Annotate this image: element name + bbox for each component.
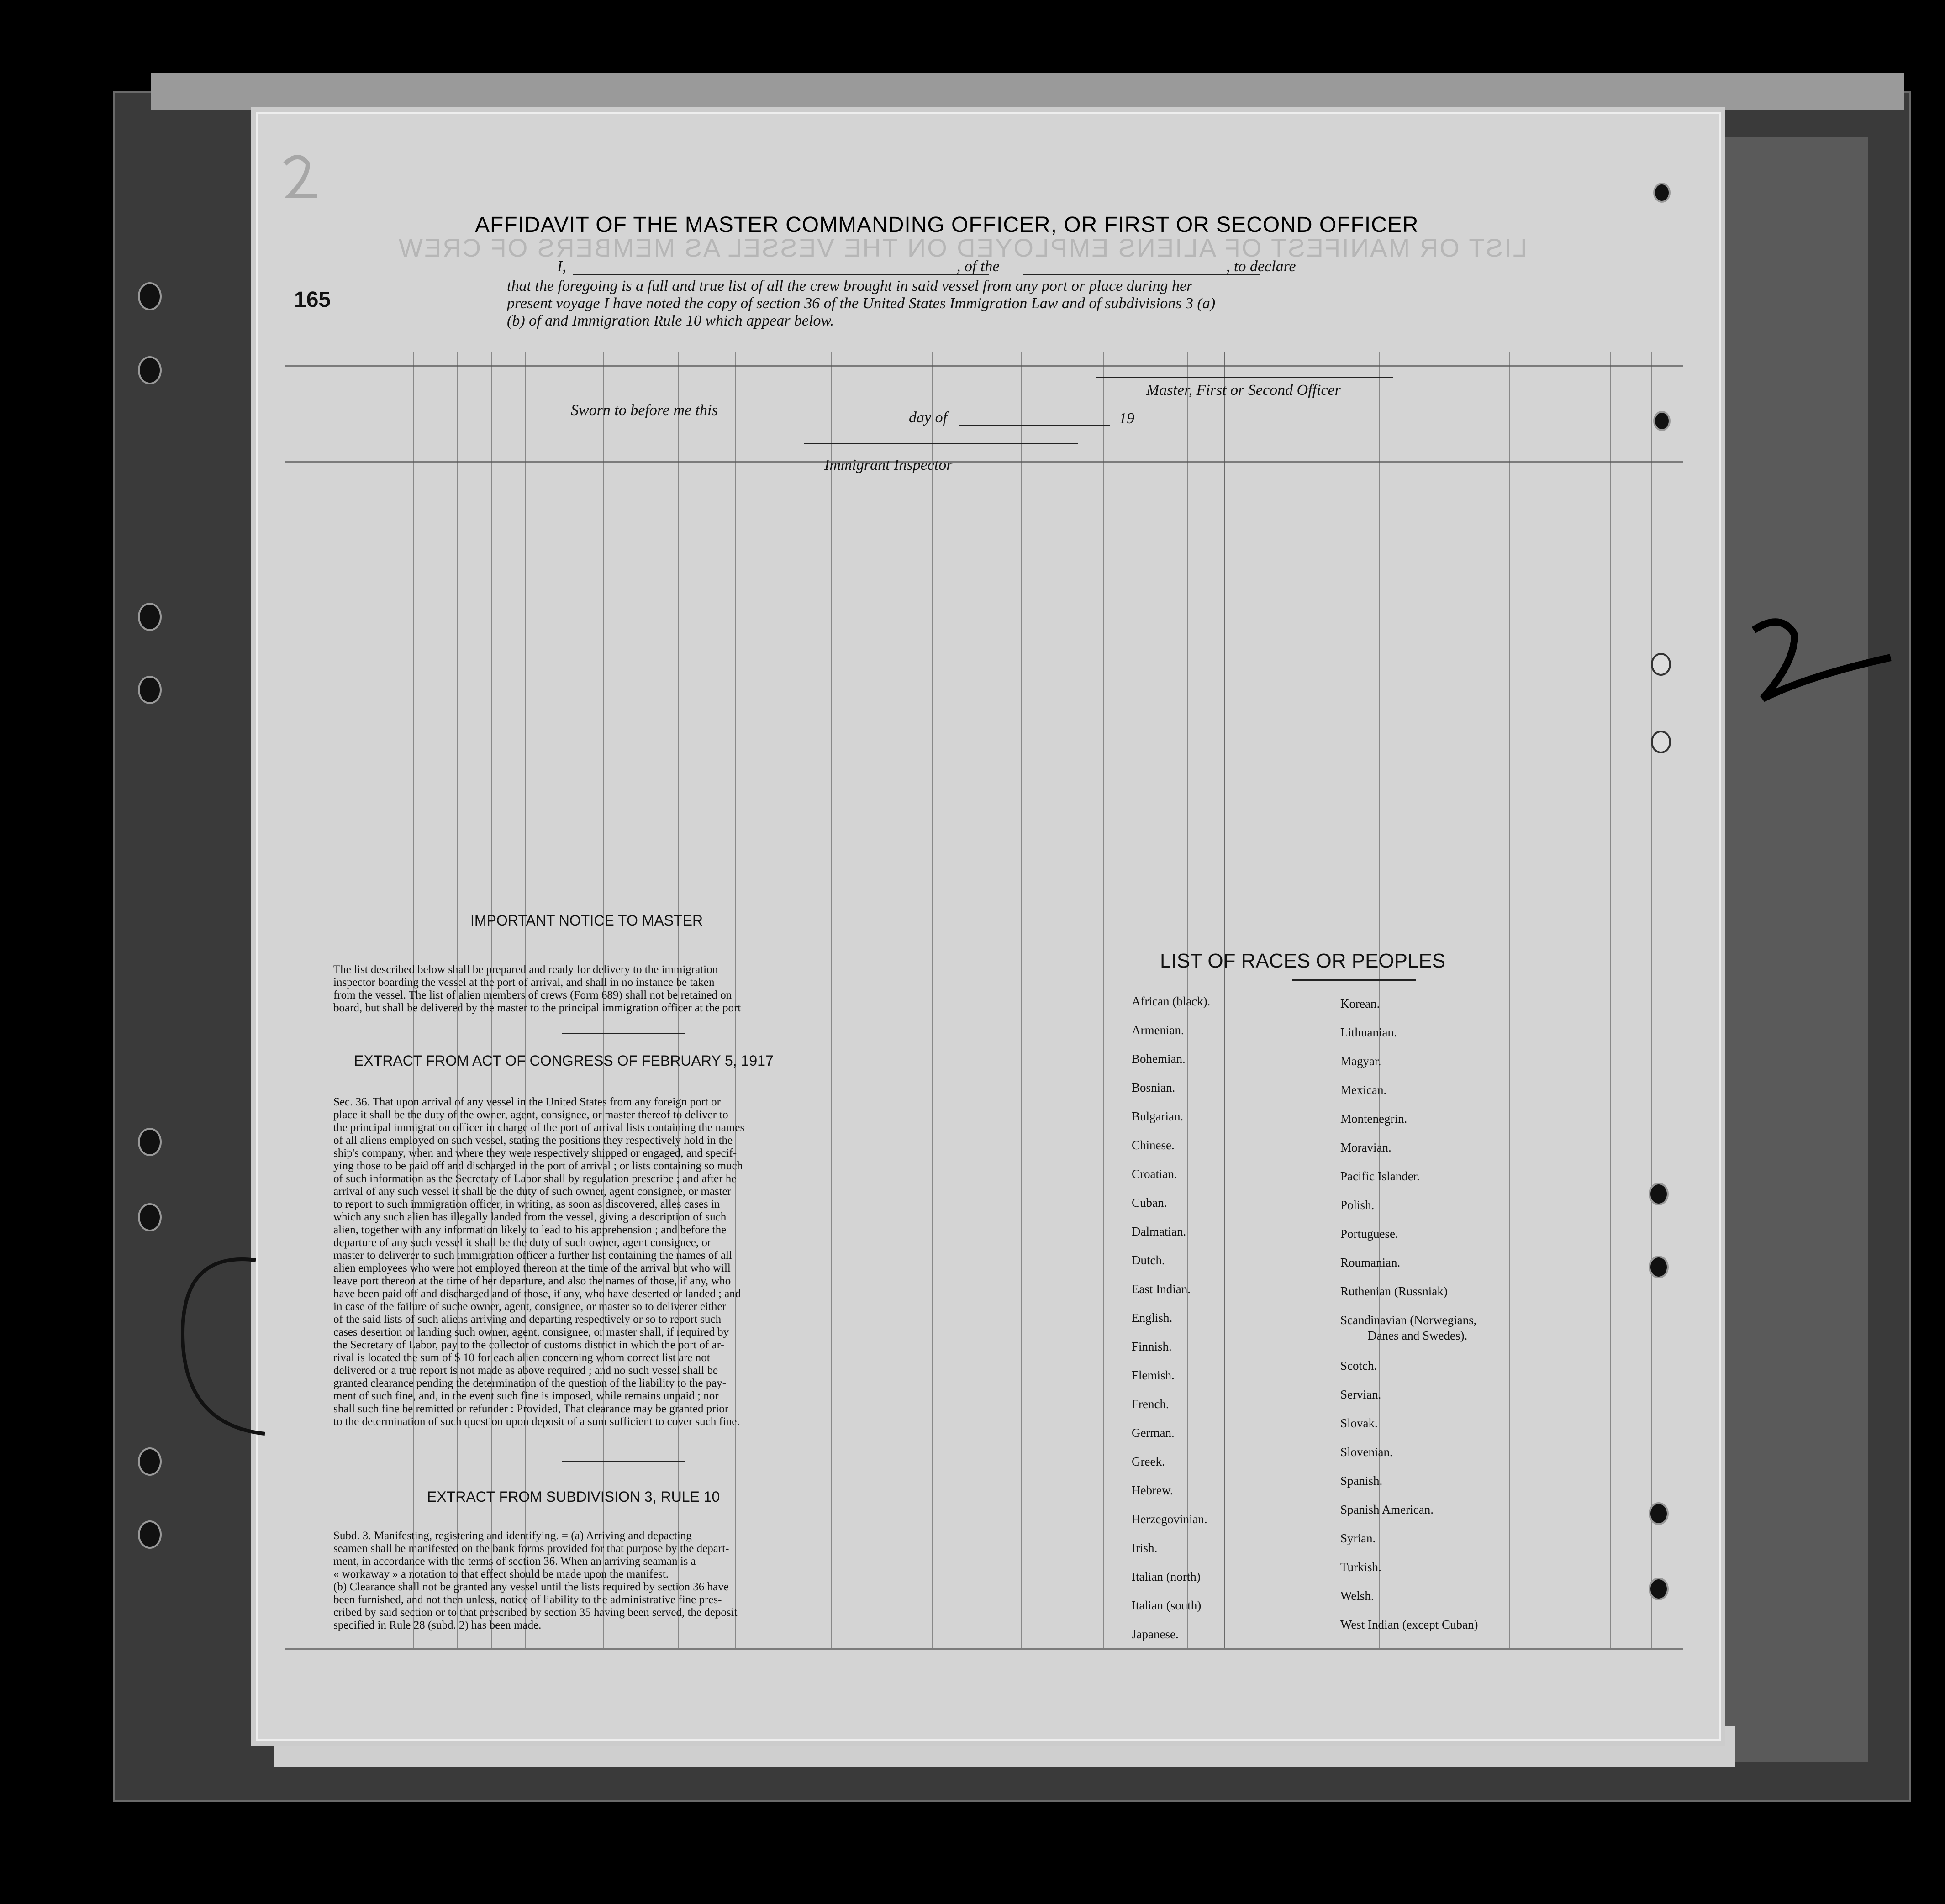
act-line: ment of such fine, and, in the event such fine is imposed, while remains unpaid ; nor [333, 1390, 719, 1402]
declaration-line-1a: I, [557, 258, 566, 275]
binder-hole [138, 356, 162, 384]
punch-hole [1649, 1256, 1669, 1278]
act-line: the Secretary of Labor, pay to the collector of customs district in which the port of ar- [333, 1339, 724, 1351]
rule-line: specified in Rule 28 (subd. 2) has been made. [333, 1619, 542, 1631]
punch-hole [1653, 411, 1671, 431]
inspector-label: Immigrant Inspector [824, 457, 953, 473]
act-line: leave port thereon at the time of her departure, and also the names of those, if any, who [333, 1275, 731, 1287]
race-item: Slovenian. [1340, 1445, 1393, 1459]
race-item: West Indian (except Cuban) [1340, 1618, 1478, 1631]
race-item: Armenian. [1132, 1023, 1184, 1037]
race-item: Montenegrin. [1340, 1112, 1407, 1126]
act-line: arrival of any such vessel it shall be the duty of such owner, agent consignee, or master [333, 1185, 731, 1198]
day-of-text: day of [909, 409, 948, 426]
rule-line: ment, in accordance with the terms of section 36. When an arriving seaman is a [333, 1555, 696, 1567]
race-item: Scotch. [1340, 1359, 1377, 1373]
act-line: of all aliens employed on such vessel, stating the positions they respectively hold in the [333, 1134, 733, 1147]
race-item: Korean. [1340, 997, 1380, 1010]
punch-hole [1649, 1578, 1669, 1600]
master-signature-line [1096, 377, 1393, 378]
race-item: Dutch. [1132, 1253, 1165, 1267]
race-item: Chinese. [1132, 1138, 1175, 1152]
important-notice-heading: IMPORTANT NOTICE TO MASTER [470, 912, 703, 929]
master-signature-label: Master, First or Second Officer [1146, 382, 1341, 399]
declaration-line-4: (b) of and Immigration Rule 10 which appear below. [507, 312, 834, 329]
race-item: Bohemian. [1132, 1052, 1186, 1066]
act-line: delivered or a true report is not made as above required ; and no such vessel shall be [333, 1364, 718, 1377]
act-line: master to deliverer to such immigration officer a further list containing the names of all [333, 1249, 732, 1262]
race-item: Japanese. [1132, 1627, 1179, 1641]
notice-line: inspector boarding the vessel at the port of arrival, and shall in no instance be taken [333, 976, 715, 989]
vessel-name-blank [1023, 274, 1260, 275]
race-item: Portuguese. [1340, 1227, 1398, 1241]
race-item: Ruthenian (Russniak) [1340, 1284, 1448, 1298]
notice-paragraph [333, 963, 879, 1015]
race-item: Irish. [1132, 1541, 1158, 1555]
act-line: of such information as the Secretary of Labor shall by regulation prescribe ; and after he [333, 1173, 737, 1185]
ghost-reverse-heading: LIST OR MANIFEST OF ALIENS EMPLOYED ON THE VESSEL AS MEMBERS OF CREW [397, 233, 1527, 262]
race-item: Flemish. [1132, 1368, 1175, 1382]
race-item: French. [1132, 1397, 1169, 1411]
inspector-signature-line [804, 443, 1078, 444]
rule-extract-heading: EXTRACT FROM SUBDIVISION 3, RULE 10 [427, 1488, 720, 1505]
binder-hole [138, 676, 162, 704]
race-item: Polish. [1340, 1198, 1375, 1212]
act-line: place it shall be the duty of the owner, agent, consignee, or master thereof to deliver to [333, 1109, 728, 1121]
race-item: Syrian. [1340, 1531, 1376, 1545]
race-item: Roumanian. [1340, 1256, 1401, 1269]
handwritten-two-mark-right [1735, 612, 1909, 712]
punch-hole [1651, 731, 1671, 753]
act-line: the principal immigration officer in charge of the port of arrival lists containing the names [333, 1121, 745, 1134]
race-item: Croatian. [1132, 1167, 1177, 1181]
act-line: ship's company, when and where they were respectively shipped or engaged, and specif- [333, 1147, 737, 1159]
race-item: Bulgarian. [1132, 1110, 1184, 1123]
rule-line: seamen shall be manifested on the bank forms provided for that purpose by the depart- [333, 1542, 729, 1555]
race-item: Cuban. [1132, 1196, 1167, 1210]
race-item: Moravian. [1340, 1141, 1392, 1154]
race-item: East Indian. [1132, 1282, 1191, 1296]
race-item: Scandinavian (Norwegians, [1340, 1313, 1477, 1327]
declarant-name-blank [573, 274, 989, 275]
notice-line: from the vessel. The list of alien members of crews (Form 689) shall not be retained on [333, 989, 732, 1001]
race-item: Mexican. [1340, 1083, 1387, 1097]
declaration-line-2: that the foregoing is a full and true list of all the crew brought in said vessel from any port or place during her [507, 278, 1193, 295]
pencil-loop-left [164, 1233, 283, 1461]
race-item: Servian. [1340, 1388, 1381, 1401]
race-item: Lithuanian. [1340, 1026, 1397, 1039]
declaration-line-1b: , of the [957, 258, 1000, 275]
binder-hole [138, 603, 162, 631]
race-item: Greek. [1132, 1455, 1165, 1468]
sworn-date-line [959, 425, 1110, 426]
rule-line: (b) Clearance shall not be granted any vessel until the lists required by section 36 have [333, 1581, 729, 1593]
divider [562, 1033, 685, 1034]
act-extract-paragraph [333, 1096, 879, 1428]
race-item: Spanish. [1340, 1474, 1383, 1488]
act-line: cases desertion or landing such owner, agent, consignee, or master shall, if required by [333, 1326, 729, 1338]
act-line: rival is located the sum of $ 10 for each alien concerning whom correct list are not [333, 1352, 710, 1364]
race-item: Hebrew. [1132, 1483, 1173, 1497]
rule-line: Subd. 3. Manifesting, registering and identifying. = (a) Arriving and depacting [333, 1530, 692, 1542]
punch-hole [1649, 1183, 1669, 1205]
race-item: English. [1132, 1311, 1173, 1325]
act-line: ying those to be paid off and discharged in the port of arrival ; or lists containing so much [333, 1160, 743, 1172]
punch-hole [1651, 653, 1671, 676]
rule-line: been furnished, and not then unless, notice of liability to the administrative fine pres- [333, 1594, 722, 1606]
race-item: Turkish. [1340, 1560, 1381, 1574]
binder-hole [138, 1128, 162, 1156]
race-item: Slovak. [1340, 1416, 1378, 1430]
binder-hole [138, 1447, 162, 1476]
act-extract-heading: EXTRACT FROM ACT OF CONGRESS OF FEBRUARY 5, 1917 [354, 1052, 774, 1069]
divider [1292, 979, 1416, 981]
act-line: which any such alien has illegally landed from the vessel, giving a description of such [333, 1211, 727, 1223]
act-line: to report to such immigration officer, in writing, as soon as discovered, alles cases in [333, 1198, 720, 1210]
year-text: 19 [1119, 410, 1134, 427]
act-line: to the determination of such question upon deposit of a sum sufficient to cover such fine. [333, 1415, 740, 1428]
act-line: have been paid off and discharged and of those, if any, who have deserted or landed ; and [333, 1288, 741, 1300]
race-item: German. [1132, 1426, 1175, 1440]
back-sheet-top-strip [151, 73, 1904, 110]
act-line: departure of any such vessel it shall be the duty of such owner, agent consignee, or [333, 1236, 712, 1249]
act-line: in case of the failure of suche owner, agent, consignee, or master so to deliverer either [333, 1300, 726, 1313]
punch-hole [1653, 183, 1671, 203]
race-item: Danes and Swedes). [1368, 1329, 1468, 1342]
act-line: alien, together with any information likely to lead to his apprehension ; and before the [333, 1224, 727, 1236]
race-item: Italian (north) [1132, 1570, 1201, 1583]
rule-line: cribed by said section or to that prescribed by section 35 having been served, the deposit [333, 1606, 738, 1619]
sworn-text: Sworn to before me this [571, 402, 718, 419]
race-item: Herzegovinian. [1132, 1512, 1207, 1526]
page-number-stamp: 165 [294, 288, 331, 312]
punch-hole [1649, 1502, 1669, 1525]
race-item: Pacific Islander. [1340, 1169, 1420, 1183]
race-item: Italian (south) [1132, 1599, 1202, 1612]
right-page-edge [1717, 137, 1868, 1762]
race-item: Magyar. [1340, 1054, 1381, 1068]
binder-hole [138, 282, 162, 310]
act-line: granted clearance pending the determination of the question of the liability to the pay- [333, 1377, 727, 1389]
act-line: shall such fine be remitted or refunder : Provided, That clearance may be granted prior [333, 1403, 729, 1415]
handwritten-two-mark [280, 150, 322, 205]
act-line: of the said lists of such aliens arriving and departing respectively or so to report such [333, 1313, 722, 1325]
notice-line: board, but shall be delivered by the master to the principal immigration officer at the port [333, 1002, 741, 1014]
binder-hole [138, 1203, 162, 1231]
race-item: Bosnian. [1132, 1081, 1175, 1094]
race-item: Finnish. [1132, 1340, 1172, 1353]
affidavit-title: AFFIDAVIT OF THE MASTER COMMANDING OFFICER, OR FIRST OR SECOND OFFICER [475, 213, 1419, 237]
rule-line: « workaway » a notation to that effect should be made upon the manifest. [333, 1568, 669, 1580]
races-list-heading: LIST OF RACES OR PEOPLES [1160, 950, 1446, 972]
notice-line: The list described below shall be prepared and ready for delivery to the immigration [333, 963, 718, 976]
race-item: Dalmatian. [1132, 1225, 1186, 1238]
race-item: Spanish American. [1340, 1503, 1434, 1516]
rule-extract-paragraph [333, 1530, 879, 1632]
declaration-line-3: present voyage I have noted the copy of section 36 of the United States Immigration Law and of subdivisions 3 (a) [507, 295, 1216, 312]
declaration-line-1c: , to declare [1226, 258, 1296, 275]
divider [562, 1461, 685, 1462]
act-line: alien employees who were not employed thereon at the time of the arrival but who will [333, 1262, 731, 1274]
race-item: African (black). [1132, 994, 1211, 1008]
binder-hole [138, 1520, 162, 1549]
race-item: Welsh. [1340, 1589, 1374, 1603]
act-line: Sec. 36. That upon arrival of any vessel in the United States from any foreign port or [333, 1096, 721, 1108]
